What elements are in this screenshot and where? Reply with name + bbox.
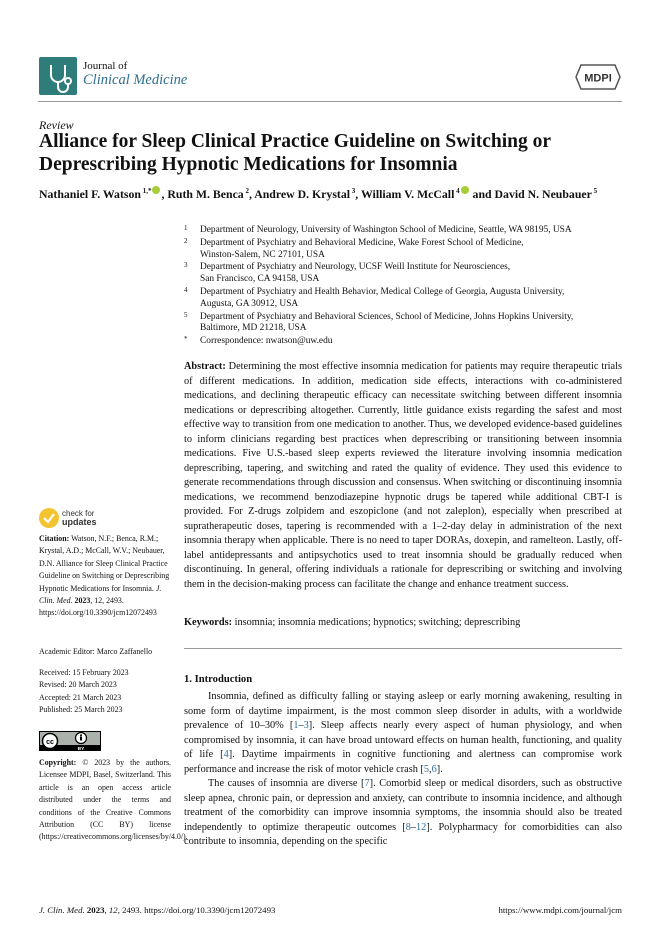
citation-text: Watson, N.F.; Benca, R.M.; Krystal, A.D.; McCall, W.V.; Neubauer, D.N. Alliance for Sleep Clinical Practice Guideline on Switching or Deprescribing Hypnotic Medications for Insomnia.	[39, 534, 170, 593]
author-name[interactable]: Andrew D. Krystal	[254, 187, 351, 201]
orcid-icon[interactable]	[152, 186, 160, 194]
article-type: Review	[39, 118, 74, 132]
author-affiliation-mark: 3	[350, 187, 356, 196]
cc-by-text: BY	[77, 747, 85, 751]
reference-link[interactable]: 12	[416, 821, 427, 833]
paragraph-text: ]. Daytime impairments in cognitive functioning and alertness can compromise work performance and increase the risk of motor vehicle crash [	[184, 749, 622, 775]
copyright-label: Copyright:	[39, 758, 77, 767]
affiliation-line: Baltimore, MD 21218, USA	[200, 323, 307, 334]
author-name[interactable]: Ruth M. Benca	[167, 187, 244, 201]
author-affiliation-mark: 2	[243, 187, 249, 196]
paragraph-text: ,	[429, 763, 432, 775]
affiliation-line: Department of Psychiatry and Neurology, UCSF Weill Institute for Neurosciences,	[200, 262, 511, 273]
reference-link[interactable]: 3	[303, 720, 309, 731]
article-date: Published: 25 March 2023	[39, 705, 123, 715]
footer-journal-url[interactable]: https://www.mdpi.com/journal/jcm	[498, 905, 622, 915]
affiliations	[184, 225, 624, 349]
article-date: Received: 15 February 2023	[39, 668, 129, 677]
footer-year: 2023	[86, 905, 105, 915]
paragraph-text: ]. Comorbid sleep or medical disorders, such as obstructive sleep apnea, chronic pain, or depression and anxiety, can contribute to insomnia incidence, and although treatment of the comorbidity can improve insomnia symptoms, the insomnia should also be treated independently to optimize therapeutic outcomes [	[184, 778, 622, 833]
author-separator: ,	[355, 187, 361, 201]
affiliation-line: Department of Psychiatry and Health Behavior, Medical College of Georgia, Augusta University,	[200, 286, 565, 297]
citation-year: 2023	[74, 596, 91, 606]
affiliation-line: Department of Neurology, University of Washington School of Medicine, Seattle, WA 98195, USA	[200, 225, 572, 235]
author-name[interactable]: Nathaniel F. Watson	[39, 187, 141, 201]
affiliation-item	[184, 287, 624, 311]
copyright-text: © 2023 by the authors. Licensee MDPI, Basel, Switzerland. This article is an open access article distributed under the terms and conditions of the Creative Commons Attribution (CC BY) license (https://creativecommons.org/licenses/by/4.0/).	[39, 758, 188, 842]
footer-journal: J. Clin. Med.	[39, 905, 85, 915]
article-dates	[39, 667, 171, 717]
affiliation-number: 4	[184, 285, 188, 294]
author-name[interactable]: William V. McCall	[360, 187, 455, 201]
keywords-text: insomnia; insomnia medications; hypnotics; switching; deprescribing	[234, 617, 521, 628]
affiliation-line: Department of Psychiatry and Behavioral Medicine, Wake Forest School of Medicine,	[200, 237, 524, 248]
paragraph-text: ]. Sleep affects nearly every aspect of human physiology, and when compromised by insomnia, it can have broad untoward effects on human health, functioning, and quality of life [	[184, 720, 622, 760]
journal-name: Clinical Medicine	[83, 72, 188, 88]
header-divider	[38, 101, 622, 102]
article-date: Accepted: 21 March 2023	[39, 692, 122, 702]
reference-link[interactable]: 7	[364, 778, 370, 789]
abstract-divider	[184, 648, 622, 649]
author-name[interactable]: David N. Neubauer	[494, 187, 592, 201]
article-title: Alliance for Sleep Clinical Practice Guideline on Switching or Deprescribing Hypnotic Medications for Insomnia	[39, 131, 551, 175]
academic-editor: Academic Editor: Marco Zaffanello	[39, 647, 153, 656]
paragraph-text: –	[298, 720, 304, 731]
reference-link[interactable]: 1	[293, 720, 299, 731]
svg-text:cc: cc	[46, 739, 54, 746]
author-list	[39, 186, 597, 202]
affiliation-item	[184, 312, 624, 336]
check-icon	[39, 508, 59, 528]
footer-doi[interactable]: , 2493. https://doi.org/10.3390/jcm12072493	[117, 905, 276, 915]
citation-doi[interactable]: , 12, 2493. https://doi.org/10.3390/jcm12072493	[39, 596, 157, 618]
author-separator: and	[469, 187, 495, 201]
keywords	[184, 617, 622, 628]
reference-link[interactable]: 5	[423, 763, 430, 775]
reference-link[interactable]: 6	[431, 763, 437, 775]
affiliation-number: 5	[184, 310, 188, 319]
abstract	[184, 360, 622, 592]
affiliation-number: *	[184, 335, 188, 344]
reference-link[interactable]: 8	[405, 821, 411, 833]
abstract-text: Determining the most effective insomnia medication for patients may require therapeutic trials of different medications. In addition, medication side effects, interactions with co-administered medications, and declining therapeutic efficacy can necessitate switching between different insomnia medications or deprescribing altogether. Currently, little guidance exists regarding the safest and most effective way to transition from one medication to another. Thus, we developed evidence-based guidelines to inform clinicians regarding best practices when deprescribing or transitioning between insomnia medications. Five U.S.-based sleep experts reviewed the literature involving insomnia medication deprescribing, tapering, and switching and rated the quality of evidence. They used this evidence to generate recommendations through discussion and consensus. When switching or discontinuing insomnia medications, we recommend benzodiazepine hypnotic drugs be tapered while additional CBT-I is provided. For Z-drugs zolpidem and eszopiclone (and not zaleplon), especially when prescribed at supratherapeutic doses, tapering is recommended with a 1–2-day delay in administration of the next insomnia therapy when applicable. There is no need to taper DORAs, doxepin, and ramelteon. Lastly, off-label antidepressants and antipsychotics used to treat insomnia should be gradually reduced when discontinuing. In general, offering individuals a rationale for deprescribing or switching and involving them in the decision-making process can facilitate the change and enhance treatment success.	[184, 361, 622, 590]
author-affiliation-mark: 1,*	[140, 187, 152, 196]
affiliation-line: San Francisco, CA 94158, USA	[200, 274, 320, 285]
copyright	[39, 757, 188, 844]
paragraph-text: Insomnia, defined as difficulty falling or staying asleep or early morning awakening, resulting in some form of daytime impairment, is the most common sleep disorder in adults, with a worldwide prevalence of 10–30% [	[184, 691, 622, 731]
intro-paragraph-2	[184, 777, 622, 850]
check-for-label: check for	[62, 509, 95, 518]
journal-of-label: Journal of	[83, 60, 128, 72]
intro-paragraph-1	[184, 690, 622, 777]
affiliation-number: 1	[184, 224, 188, 232]
updates-label: updates	[62, 517, 97, 527]
footer-volume: 12	[108, 905, 118, 915]
affiliation-item	[184, 238, 624, 262]
citation	[39, 533, 171, 620]
footer-citation: J. Clin. Med. 2023, 12, 2493. https://doi.org/10.3390/jcm12072493	[39, 905, 276, 915]
affiliation-line: Augusta, GA 30912, USA	[200, 298, 299, 309]
citation-label: Citation:	[39, 534, 70, 543]
cc-by-license-icon[interactable]	[39, 731, 101, 751]
reference-link[interactable]: 4	[223, 749, 229, 760]
author-separator: ,	[161, 187, 168, 201]
author-separator: ,	[248, 187, 255, 201]
affiliation-number: 2	[184, 236, 188, 245]
affiliation-item	[184, 336, 624, 348]
author-affiliation-mark: 4	[454, 187, 460, 196]
author-affiliation-mark: 5	[591, 187, 598, 196]
affiliation-line: Winston-Salem, NC 27101, USA	[200, 249, 325, 260]
mdpi-logo-text: MDPI	[584, 72, 612, 85]
article-date: Revised: 20 March 2023	[39, 680, 117, 690]
mdpi-logo[interactable]	[575, 64, 621, 90]
section-heading-introduction: 1. Introduction	[184, 674, 253, 685]
affiliation-item	[184, 262, 624, 286]
paragraph-text: –	[410, 821, 417, 833]
citation-journal: J. Clin. Med.	[39, 583, 162, 606]
abstract-label: Abstract:	[184, 361, 226, 372]
affiliation-number: 3	[184, 261, 188, 270]
paragraph-text: ]. Polypharmacy for comorbidities can also contribute to insomnia, depending on the specific	[184, 821, 622, 847]
affiliation-line: Correspondence: nwatson@uw.edu	[200, 336, 333, 347]
keywords-label: Keywords:	[184, 617, 233, 628]
affiliation-item	[184, 225, 624, 237]
introduction-body	[184, 690, 622, 850]
paragraph-text: The causes of insomnia are diverse [	[208, 778, 365, 789]
orcid-icon[interactable]	[461, 186, 469, 194]
journal-logo	[39, 57, 77, 95]
paragraph-text: ].	[436, 763, 443, 775]
affiliation-line: Department of Psychiatry and Behavioral Sciences, School of Medicine, Johns Hopkins University,	[200, 311, 574, 322]
stethoscope-icon	[39, 57, 77, 95]
